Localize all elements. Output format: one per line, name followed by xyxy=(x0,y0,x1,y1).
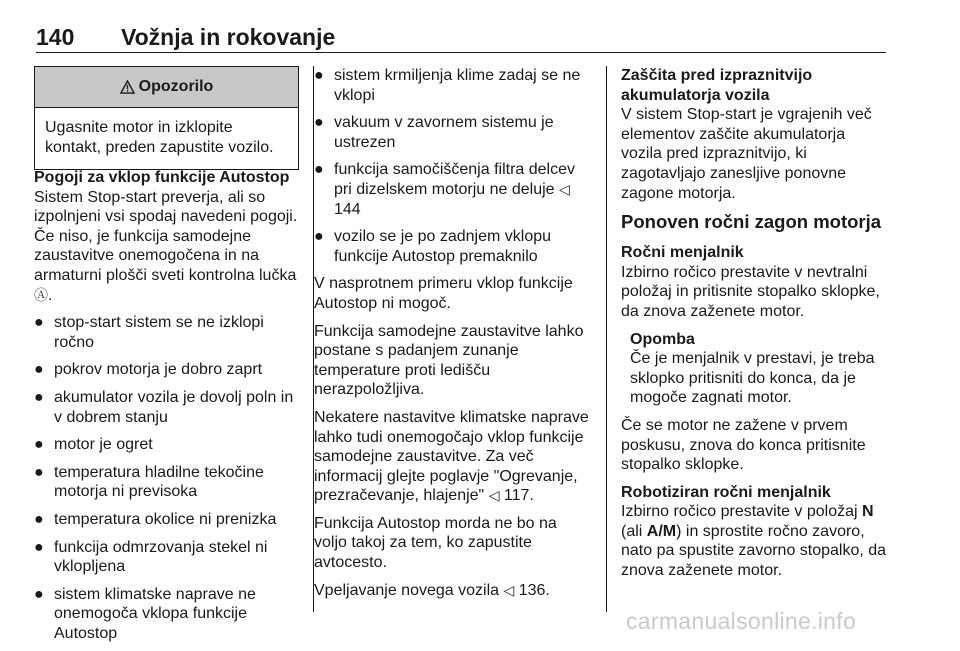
warning-text: Ugasnite motor in izklopite kontakt, preden zapustite vozilo. xyxy=(45,119,274,156)
watermark: carmanualsonline.info xyxy=(626,608,857,634)
conditions-list xyxy=(34,313,300,643)
manual-gearbox-text: Izbirno ročico prestavite v nevtralni položaj in pritisnite stopalko sklopke, da znova zaženete motor. xyxy=(621,263,880,320)
page-reference[interactable]: 117. xyxy=(503,487,534,505)
list-item: ● sistem klimatske naprave ne onemogoča vklopa funkcije Autostop xyxy=(34,585,256,642)
battery-protection-text: V sistem Stop-start je vgrajenih več elementov zaščite akumulatorja vozila pred izpraznitvijo, ki zagotavljajo zanesljive ponovne zagone motorja. xyxy=(621,106,872,202)
column-1 xyxy=(34,168,300,651)
page-number: 140 xyxy=(36,24,75,50)
section-title: Ponoven ročni zagon motorja xyxy=(621,211,882,233)
list-item: ● funkcija odmrzovanja stekel ni vklopljena xyxy=(34,538,268,576)
warning-triangle-icon xyxy=(120,80,135,94)
list-item: ● motor je ogret xyxy=(34,436,153,454)
autostop-conditions-heading: Pogoji za vklop funkcije Autostop xyxy=(34,169,290,186)
note-text: Če je menjalnik v prestavi, je treba sklopko pritisniti do konca, da je mogoče zagnati motor. xyxy=(630,350,875,407)
note xyxy=(621,330,889,408)
conditions-list-continued xyxy=(314,66,592,266)
paragraph: Funkcija samodejne zaustavitve lahko postane s padanjem zunanje temperature proti ledišču nerazpoložljiva. xyxy=(314,322,584,399)
paragraph: Če se motor ne zažene v prvem poskusu, znova do konca pritisnite stopalko sklopke. xyxy=(621,416,866,474)
battery-protection-heading: Zaščita pred izpraznitvijo akumulatorja vozila xyxy=(621,67,813,104)
page-reference[interactable]: 136. xyxy=(518,581,550,599)
paragraph: V nasprotnem primeru vklop funkcije Autostop ni mogoč. xyxy=(314,275,573,312)
list-item: ● stop-start sistem se ne izklopi ročno xyxy=(34,314,264,351)
page-header xyxy=(36,24,886,52)
list-item: ● vozilo se je po zadnjem vklopu funkcije Autostop premaknilo xyxy=(314,228,552,265)
list-item: ● temperatura okolice ni prenizka xyxy=(34,510,277,528)
paragraph: Vpeljavanje novega vozila ◁ 136. xyxy=(314,581,550,599)
robotized-gearbox-text: Izbirno ročico prestavite v položaj N (ali A/M) in sprostite ročno zavoro, nato pa spustite zavorno stopalko, da znova zaženete motor. xyxy=(621,503,887,580)
header-rule xyxy=(36,52,886,53)
manual-gearbox-heading: Ročni menjalnik xyxy=(621,244,744,262)
column-2 xyxy=(314,66,592,608)
list-item: ● sistem krmiljenja klime zadaj se ne vklopi xyxy=(314,67,581,104)
reference-arrow-icon: ◁ xyxy=(559,180,570,197)
note-heading: Opomba xyxy=(630,330,695,348)
robotized-gearbox-heading: Robotiziran ročni menjalnik xyxy=(621,483,831,501)
page-reference[interactable]: 144 xyxy=(334,200,361,218)
warning-header xyxy=(35,67,298,108)
paragraph: Nekatere nastavitve klimatske naprave lahko tudi onemogočajo vklop funkcije samodejne zaustavitve. Za več informacij glejte poglavje "Ogrevanje, prezračevanje, hlajenje" ◁ 117. xyxy=(314,408,589,505)
warning-box xyxy=(34,66,299,170)
column-3 xyxy=(621,66,889,589)
list-item: ● akumulator vozila je dovolj poln in v dobrem stanju xyxy=(34,388,294,426)
page-title: Vožnja in rokovanje xyxy=(121,24,336,50)
warning-title: Opozorilo xyxy=(138,78,214,95)
list-item: ● pokrov motorja je dobro zaprt xyxy=(34,361,263,379)
list-item: ● funkcija samočiščenja filtra delcev pri dizelskem motorju ne deluje ◁ 144 xyxy=(314,161,575,218)
reference-arrow-icon: ◁ xyxy=(503,581,515,598)
autostop-conditions-intro: Sistem Stop-start preverja, ali so izpolnjeni vsi spodaj navedeni pogoji. Če niso, je funkcija samodejne zaustavitve onemogočena in na armaturni plošči sveti kontrolna lučka Ⓐ. xyxy=(34,188,298,304)
column-divider xyxy=(606,66,607,612)
reference-arrow-icon: ◁ xyxy=(488,487,500,504)
list-item: ● vakuum v zavornem sistemu je ustrezen xyxy=(314,114,554,151)
autostop-indicator-icon: Ⓐ xyxy=(34,286,48,303)
paragraph: Funkcija Autostop morda ne bo na voljo takoj za tem, ko zapustite avtocesto. xyxy=(314,514,557,572)
list-item: ● temperatura hladilne tekočine motorja ni previsoka xyxy=(34,463,264,501)
